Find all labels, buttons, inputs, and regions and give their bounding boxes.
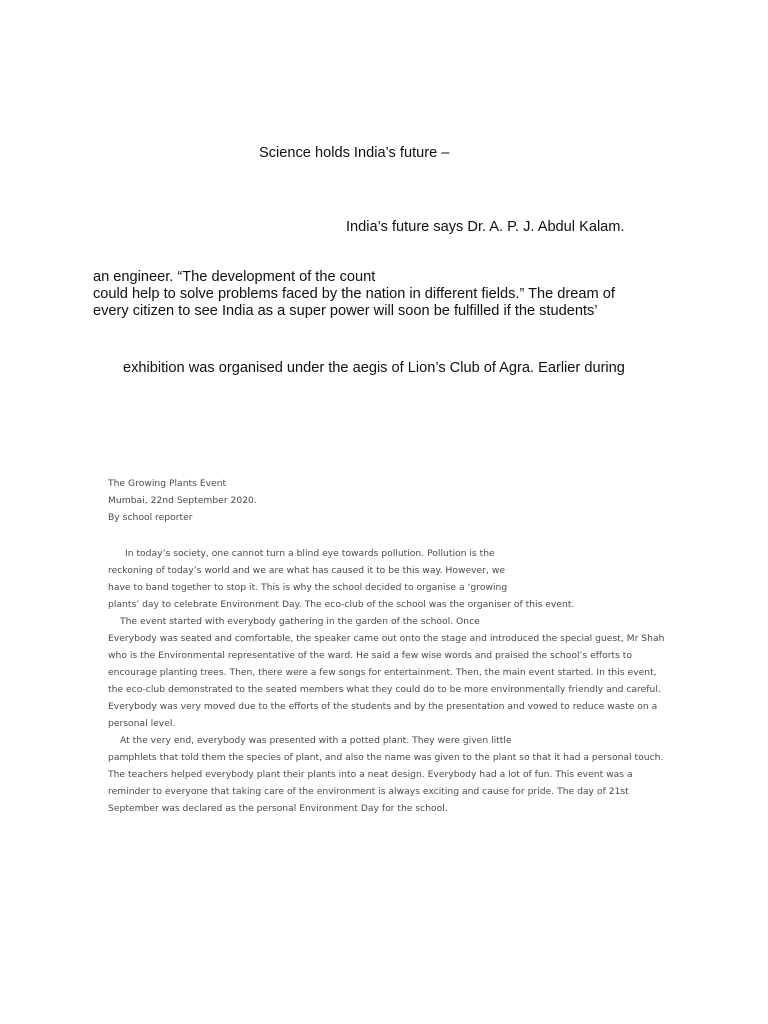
article-line: personal level. xyxy=(108,718,176,729)
article-line: encourage planting trees. Then, there were a few songs for entertainment. Then, the main event started. In this event, xyxy=(108,667,657,678)
article-line: the eco-club demonstrated to the seated members what they could do to be more environmentally friendly and careful. xyxy=(108,684,661,695)
article-title: The Growing Plants Event xyxy=(108,478,227,489)
article-byline: By school reporter xyxy=(108,512,193,523)
article-line: reckoning of today’s world and we are what has caused it to be this way. However, we xyxy=(108,565,505,576)
article-line: pamphlets that told them the species of plant, and also the name was given to the plant so that it had a personal touch. xyxy=(108,752,664,763)
article-line: plants’ day to celebrate Environment Day. The eco-club of the school was the organiser of this event. xyxy=(108,599,575,610)
article-line: have to band together to stop it. This is why the school decided to organise a ‘growing xyxy=(108,582,508,593)
fragment-title: Science holds India’s future – xyxy=(259,145,450,161)
fragment-line: every citizen to see India as a super power will soon be fulfilled if the students’ xyxy=(93,303,598,319)
article-dateline: Mumbai, 22nd September 2020. xyxy=(108,495,257,506)
fragment-quote: India’s future says Dr. A. P. J. Abdul Kalam. xyxy=(346,219,625,235)
fragment-line: an engineer. “The development of the count xyxy=(93,269,376,285)
article-line: reminder to everyone that taking care of the environment is always exciting and cause for pride. The day of 21st xyxy=(108,786,629,797)
article-line: The teachers helped everybody plant their plants into a neat design. Everybody had a lot of fun. This event was a xyxy=(108,769,633,780)
article-line: Everybody was seated and comfortable, the speaker came out onto the stage and introduced the special guest, Mr Shah xyxy=(108,633,665,644)
article-line: Everybody was very moved due to the efforts of the students and by the presentation and vowed to reduce waste on a xyxy=(108,701,658,712)
fragment-line: exhibition was organised under the aegis of Lion’s Club of Agra. Earlier during xyxy=(123,360,625,376)
article-line: At the very end, everybody was presented with a potted plant. They were given little xyxy=(120,735,512,746)
article-line: who is the Environmental representative of the ward. He said a few wise words and praised the school’s efforts to xyxy=(108,650,633,661)
article xyxy=(108,475,665,817)
article-line: In today’s society, one cannot turn a blind eye towards pollution. Pollution is the xyxy=(125,548,495,559)
article-line: The event started with everybody gathering in the garden of the school. Once xyxy=(120,616,480,627)
article-line: September was declared as the personal Environment Day for the school. xyxy=(108,803,448,814)
spacer xyxy=(108,526,653,545)
fragment-line: could help to solve problems faced by the nation in different fields.” The dream of xyxy=(93,286,615,302)
